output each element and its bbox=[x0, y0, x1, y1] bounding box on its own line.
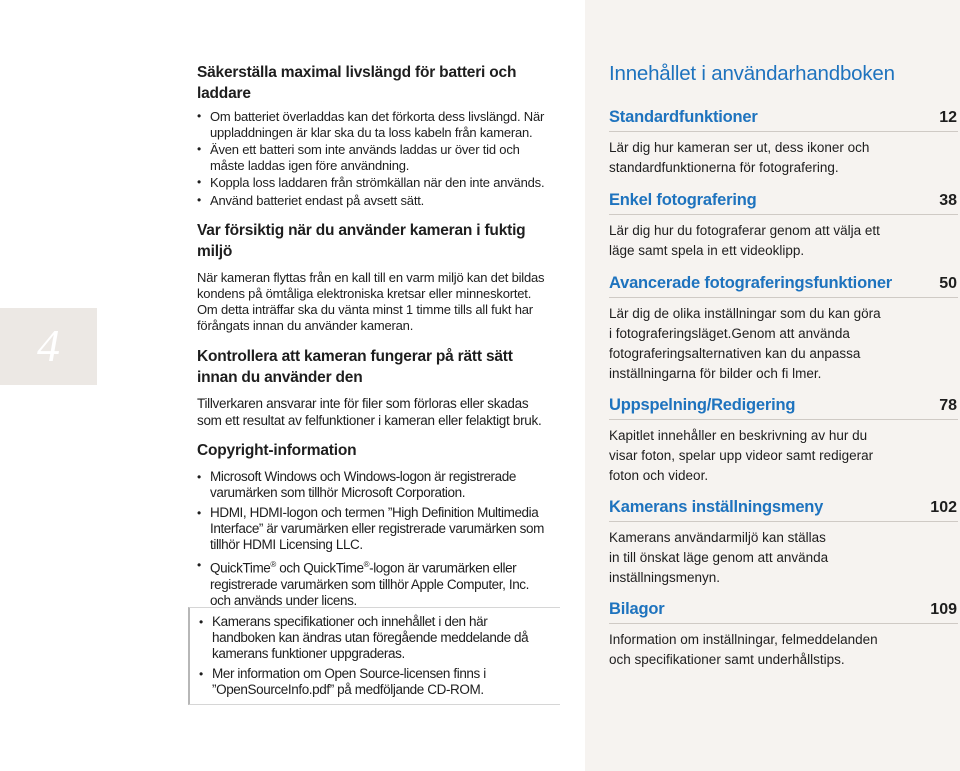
toc-item[interactable] bbox=[609, 396, 958, 486]
quicktime-text: QuickTime bbox=[210, 560, 271, 576]
toc-item-page: 102 bbox=[930, 499, 957, 516]
copyright-list bbox=[197, 469, 552, 609]
toc-item-header bbox=[609, 600, 958, 624]
toc-title: Innehållet i användarhandboken bbox=[609, 62, 895, 85]
humidity-heading: Var försiktig när du använder kameran i fuktig miljö bbox=[197, 222, 526, 260]
list-item bbox=[197, 557, 552, 609]
toc-item-label[interactable]: Enkel fotografering bbox=[609, 191, 757, 209]
toc-item-description: Kamerans användarmiljö kan ställas in till önskat läge genom att använda inställningsmenyn. bbox=[609, 530, 829, 585]
notes-list bbox=[199, 614, 549, 698]
list-item: • HDMI, HDMI-logon och termen ”High Definition Multimedia Interface” är varumärken eller registrerade varumärken som tillhör HDMI Licensing LLC. bbox=[197, 505, 552, 553]
quicktime-text: -logon är varumärken eller registrerade varumärken som tillhör Apple Computer, Inc. och används under licens. bbox=[210, 560, 530, 608]
check-body: Tillverkaren ansvarar inte för filer som förloras eller skadas som ett resultat av felfunktioner i kameran eller felaktigt bruk. bbox=[197, 396, 542, 428]
list-item: • Mer information om Open Source-licensen finns i ”OpenSourceInfo.pdf” på medföljande CD-ROM. bbox=[199, 666, 549, 698]
toc-item-label[interactable]: Kamerans inställningsmeny bbox=[609, 498, 824, 516]
toc-item[interactable] bbox=[609, 191, 958, 261]
toc-item-description: Lär dig de olika inställningar som du kan göra i fotograferingsläget.Genom att använda fotograferingsalternativen kan du anpassa inställningarna för bilder och fi lmer. bbox=[609, 306, 881, 381]
check-heading: Kontrollera att kameran fungerar på rätt sätt innan du använder den bbox=[197, 348, 513, 386]
toc-item-description: Information om inställningar, felmeddelanden och specifikationer samt underhållstips. bbox=[609, 632, 878, 667]
toc-item[interactable] bbox=[609, 274, 958, 384]
toc-item-header bbox=[609, 498, 958, 522]
registered-mark: ® bbox=[270, 560, 276, 569]
battery-heading: Säkerställa maximal livslängd för batteri och laddare bbox=[197, 64, 517, 102]
toc-item-label[interactable]: Uppspelning/Redigering bbox=[609, 396, 796, 414]
humidity-body: När kameran flyttas från en kall till en varm miljö kan det bildas kondens på ömtåliga elektroniska kretsar eller minneskortet. Om detta inträffar ska du vänta minst 1 timme tills all fukt har förångats innan du använder kameran. bbox=[197, 270, 545, 333]
toc-item-page: 38 bbox=[939, 192, 957, 209]
toc-item-description: Kapitlet innehåller en beskrivning av hur du visar foton, spelar upp videor samt redigerar foton och videor. bbox=[609, 428, 874, 483]
humidity-section bbox=[197, 220, 552, 334]
left-column bbox=[197, 62, 552, 613]
toc-item-label[interactable]: Bilagor bbox=[609, 600, 665, 618]
list-item: • Om batteriet överladdas kan det förkorta dess livslängd. När uppladdningen är klar ska du ta loss kabeln från kameran. bbox=[197, 109, 552, 140]
toc-item-header bbox=[609, 108, 958, 132]
battery-section bbox=[197, 62, 552, 208]
copyright-section bbox=[197, 440, 552, 609]
toc-item-header bbox=[609, 274, 958, 298]
check-section bbox=[197, 346, 552, 429]
page-number: 4 bbox=[37, 320, 60, 371]
list-item: • Kamerans specifikationer och innehållet i den här handboken kan ändras utan föregående meddelande då kamerans funktioner uppgraderas. bbox=[199, 614, 549, 662]
toc-item-page: 12 bbox=[939, 109, 957, 126]
list-item: • Även ett batteri som inte används laddas ur över tid och måste laddas igen före användning. bbox=[197, 142, 552, 173]
toc-item[interactable] bbox=[609, 498, 958, 588]
list-item: • Koppla loss laddaren från strömkällan när den inte används. bbox=[197, 175, 552, 191]
quicktime-text: och QuickTime bbox=[275, 560, 364, 576]
registered-mark: ® bbox=[363, 560, 370, 569]
toc-item-page: 78 bbox=[939, 397, 957, 414]
toc-item-header bbox=[609, 396, 958, 420]
toc-item-label[interactable]: Avancerade fotograferingsfunktioner bbox=[609, 274, 893, 292]
battery-list bbox=[197, 109, 552, 208]
notes-box bbox=[188, 607, 560, 705]
list-item: • Microsoft Windows och Windows-logon är registrerade varumärken som tillhör Microsoft Corporation. bbox=[197, 469, 552, 501]
toc-item-description: Lär dig hur du fotograferar genom att välja ett läge samt spela in ett videoklipp. bbox=[609, 223, 880, 258]
copyright-heading: Copyright-information bbox=[197, 442, 357, 459]
toc-item-header bbox=[609, 191, 958, 215]
toc-item[interactable] bbox=[609, 600, 958, 670]
list-item: • Använd batteriet endast på avsett sätt. bbox=[197, 193, 552, 209]
toc-item-label[interactable]: Standardfunktioner bbox=[609, 108, 758, 126]
toc-item-page: 109 bbox=[930, 601, 957, 618]
toc-item-page: 50 bbox=[939, 275, 957, 292]
toc-panel bbox=[585, 0, 960, 771]
toc-item-description: Lär dig hur kameran ser ut, dess ikoner och standardfunktionerna för fotografering. bbox=[609, 140, 870, 175]
toc-item[interactable] bbox=[609, 108, 958, 178]
